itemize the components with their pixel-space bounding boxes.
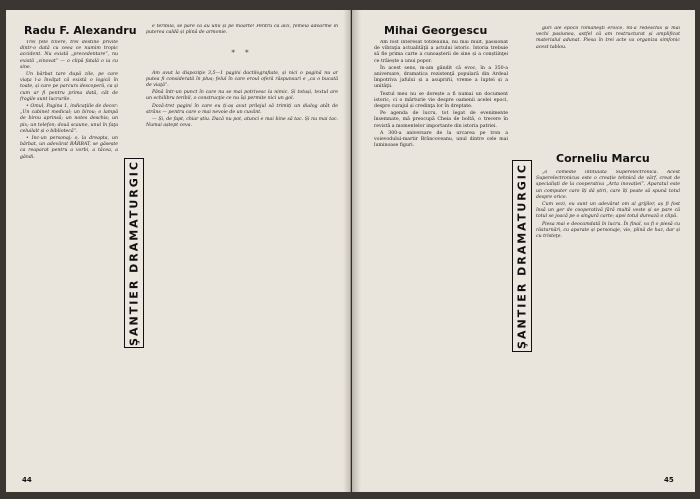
left-col1-paragraph: Trei fete tinere, trei destine privite dintr-o dată cu ceea ce numim tropic accident. Nu există „precedentare”, nu există „vinovat” — o clipă fatală o ia cu sine. [20,40,118,70]
right-author2-name: Corneliu Marcu [556,152,650,165]
left-col2-paragraph: e teribilă, se pare că au unii și pe moarte! Pentru că aici, femeia adoarme în puterea caldă și plină de armonie. [146,24,338,36]
left-col1-paragraph: • Inc-un personaj: o, la dreapta, un bărbat, un adevărat BĂRBAT, se găsește ca reaparat pentru a vorbi, a tăcea, a gândi. [20,136,118,160]
right-author-name: Mihai Georgescu [384,24,488,37]
right-column-2-bottom [536,170,680,470]
right-col2-paragraph: „o comedie intitulată Superelectronica. Acest Superelectronicus este o creație tehnică de vârf, creat de specialiști de la cooperativa „Arta inovației”. Aparatul este un computer care îți dă știri, care îți poate să spună totul despre orice. [536,170,680,200]
left-section-heading: ŞANTIER DRAMATURGIC [127,160,141,346]
right-page-number: 45 [664,476,674,484]
right-page [352,10,695,492]
section-separator: * * [231,49,253,58]
left-author-name: Radu F. Alexandru [24,24,137,37]
left-col2-paragraph: — Și, de fapt, chiar știu. Dacă nu pot, atunci e mai bine să tac. Și nu mai tac. Numai aștept ceva. [146,117,338,129]
left-col1-paragraph: Un bărbat tare după zile, pe care viaţa l-a învăţat că există o logică în toate, și care pe parcurs descoperă, ca și cum ar fi pentru prima dată, cât de fragile sunt lucrurile. [20,72,118,102]
right-col1-paragraph: În acest sens, m-am gândit că evoc, în a 350-a aniversare, dramatica rezistenţă populară din Ardeal împotriva jafului și a asupririi, vreme a luptei și a unităţii. [374,65,508,90]
left-col2-paragraph: Doză-tret pagini în care eu ți-aș avut prilejul să trimiți un dialog atât de strâns — pentru care o mai nevoie de un cuvânt. [146,103,338,115]
left-page-number: 44 [22,476,32,484]
left-column-2 [146,24,338,454]
right-column-1 [374,40,508,480]
book-gutter [343,10,361,492]
right-col1-paragraph: Textul meu nu se dorește a fi numai un document istoric, ci o mărturie vie despre oamenii acelei epoci, despre curajul și credinţa lor în dreptate. [374,91,508,110]
right-column-2-top [536,26,680,100]
left-col2-paragraph: Am avut la dispoziţie 3,5—1 pagini dactilografiate, și nici o pagină nu ar putea fi considerată în plus; felul în care eroul oferă răspunsuri e „ca o bucată de viaţă”. [146,70,338,89]
right-section-banner [512,160,532,352]
left-col2-paragraph: Până într-un punct în care nu se mai potrivesc la nimic. Și totuși, textul are un echilibru teribil, o construcţie ce nu își permite nici un gol. [146,90,338,102]
right-col2-paragraph: guri ale epocii româneşti eroice, mi-a redeschis și mai vechi pasiunea, astfel că am restructurat și amplificat materialul adunat. Piesa în trei acte va organiza simfonic acest tablou. [536,26,680,50]
right-col2-paragraph: Cum vezi, eu sunt un adevărat om al grijilor, aș fi fost însă un ger de cooperativă fără multă veste și se pare că totul se joacă pe o singură carte; apoi totul durează o clipă. [536,202,680,220]
left-column-1 [20,40,118,455]
right-section-heading: ŞANTIER DRAMATURGIC [515,163,529,349]
right-col1-paragraph: A 300-a aniversare de la urcarea pe tron a voievodului-martir Brâncoveanu, unul dintre cele mai luminoase figuri. [374,130,508,149]
left-section-banner [124,158,144,348]
left-col1-paragraph: • Omul, Pagina 1, indicaţiile de decor: „Un cabinet medical; un birou; o lampă de birou aprinsă; un notes deschis; un pix; un telefon; două scaune, unul în faţa celuilalt și o bibliotecă”. [20,104,118,134]
right-col1-paragraph: Am fost interesat totdeauna, nu mai mult, passionat de vibraţia actualităţii a actului istoric. Istoria trebuie să fie prima carte a cunoașterii de sine și a conștiinţei ce trăiește a unui popor. [374,40,508,64]
right-col2-paragraph: Piesa mai e deocamdată în lucru. În final, va fi o piesă cu răsturnări, cu aparate și personaje, vie, plină de haz, dar și cu tristeţe. [536,221,680,240]
left-page [6,10,351,492]
right-col1-paragraph: Pe agenda de lucru, tot legat de evenimente însemnate, mă preocupă Cheia de boltă, o trecere în revistă a momentelor importante din istoria patriei. [374,111,508,129]
